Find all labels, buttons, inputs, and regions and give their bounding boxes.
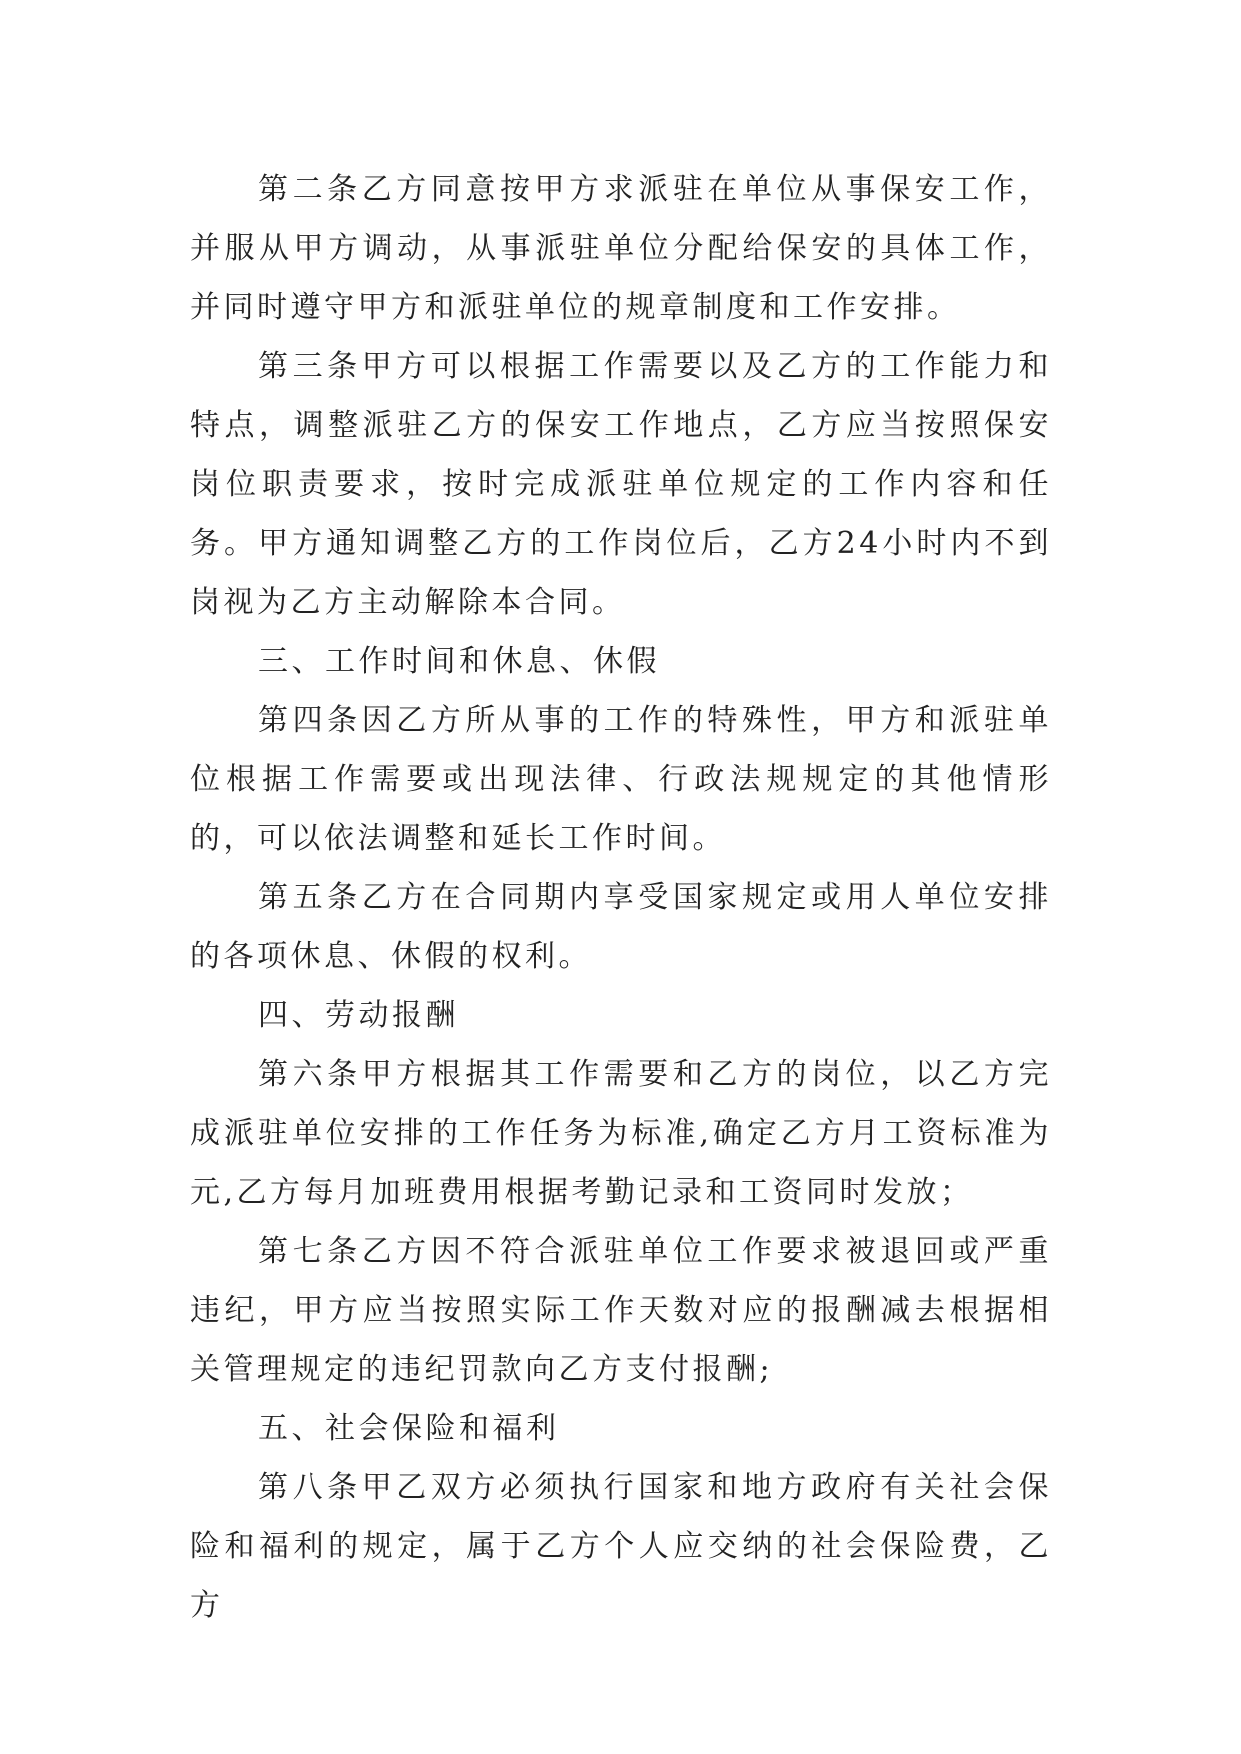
section-5-heading: 五、社会保险和福利 [258,1411,560,1446]
article-7-paragraph: 第七条乙方因不符合派驻单位工作要求被退回或严重违纪，甲方应当按照实际工作天数对应的报酬减去根据相关管理规定的违纪罚款向乙方支付报酬; [190,1234,1052,1387]
article-4-paragraph: 第四条因乙方所从事的工作的特殊性，甲方和派驻单位根据工作需要或出现法律、行政法规规定的其他情形的，可以依法调整和延长工作时间。 [190,703,1052,856]
article-8-paragraph: 第八条甲乙双方必须执行国家和地方政府有关社会保险和福利的规定，属于乙方个人应交纳的社会保险费，乙方 [190,1470,1052,1623]
document-body [190,160,1052,1635]
article-5-paragraph: 第五条乙方在合同期内享受国家规定或用人单位安排的各项休息、休假的权利。 [190,880,1052,974]
section-3-heading: 三、工作时间和休息、休假 [258,644,660,679]
section-4-heading: 四、劳动报酬 [258,998,459,1033]
article-2-paragraph: 第二条乙方同意按甲方求派驻在单位从事保安工作，并服从甲方调动，从事派驻单位分配给保安的具体工作，并同时遵守甲方和派驻单位的规章制度和工作安排。 [190,172,1052,325]
article-6-paragraph: 第六条甲方根据其工作需要和乙方的岗位，以乙方完成派驻单位安排的工作任务为标准,确定乙方月工资标准为元,乙方每月加班费用根据考勤记录和工资同时发放； [190,1057,1052,1210]
article-3-paragraph: 第三条甲方可以根据工作需要以及乙方的工作能力和特点，调整派驻乙方的保安工作地点，乙方应当按照保安岗位职责要求，按时完成派驻单位规定的工作内容和任务。甲方通知调整乙方的工作岗位后，乙方24小时内不到岗视为乙方主动解除本合同。 [190,349,1052,620]
